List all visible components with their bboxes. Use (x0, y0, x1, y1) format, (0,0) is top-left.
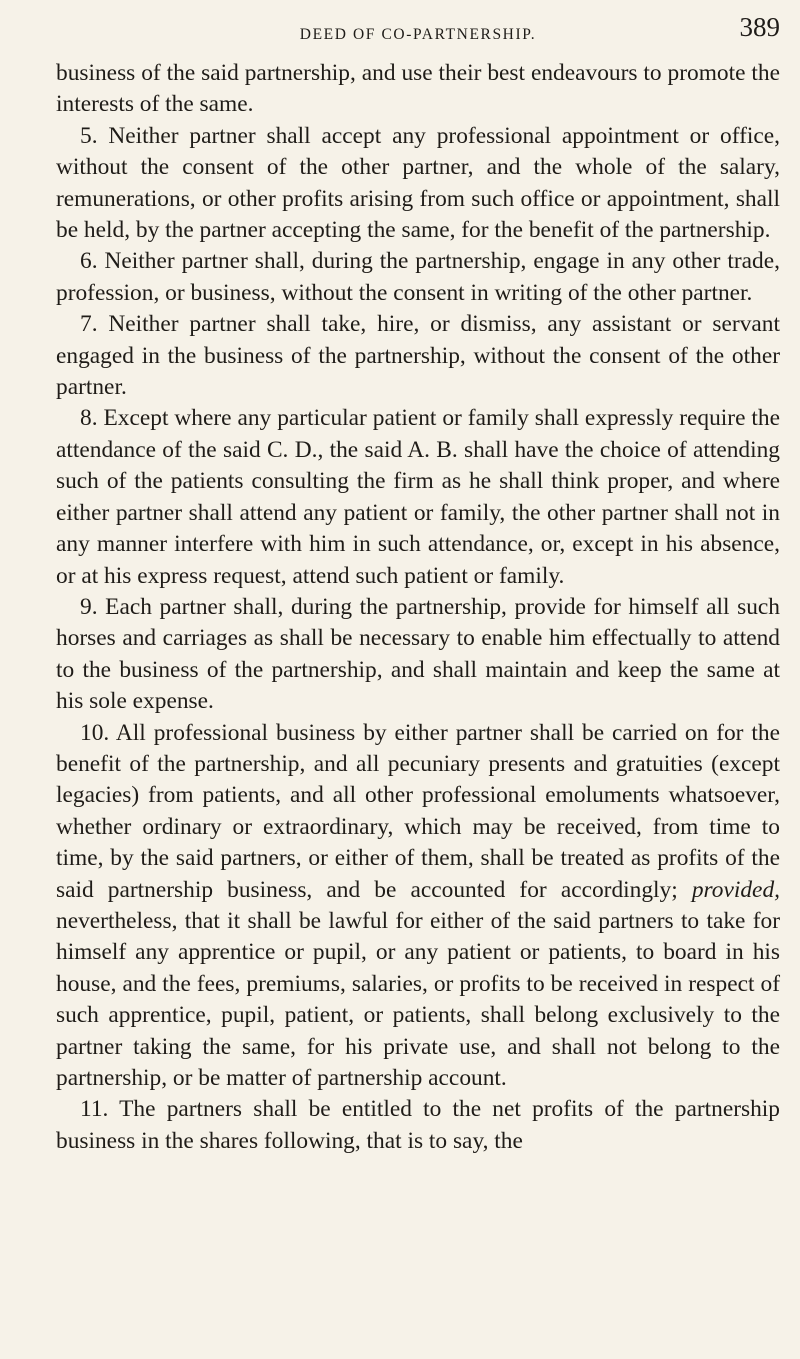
clause-number: 9. (80, 593, 98, 620)
clause-8 (56, 403, 780, 591)
clause-6 (56, 246, 780, 309)
clause-number: 11. (80, 1096, 109, 1123)
clause-text-before-proviso: All professional business by either partner shall be carried on for the benefit of the partnership, and all pecuniary presents and gratuities (except legacies) from patients, and all other professional emoluments whatsoever, whether ordinary or extraordinary, which may be received, from time to time, by the said partners, or either of them, shall be treated as profits of the said partnership business, and be accounted for accordingly; (56, 719, 780, 903)
continued-paragraph (56, 58, 780, 121)
clause-text-after-proviso: nevertheless, that it shall be lawful for either of the said partners to take for himself any apprentice or pupil, or any patient or patients, to board in his house, and the fees, premiums, salaries, or profits to be received in respect of such apprentice, pupil, patient, or patients, shall belong exclusively to the partner taking the same, for his private use, and shall not belong to the partnership, or be matter of partnership account. (56, 907, 780, 1091)
clause-9 (56, 592, 780, 718)
clause-number: 10. (80, 719, 110, 746)
clause-10 (56, 718, 780, 1095)
clause-11 (56, 1094, 780, 1157)
clause-text: Neither partner shall accept any professional appointment or office, without the consent of the other partner, and the whole of the salary, remunerations, or other profits arising from such office or appointment, shall be held, by the partner accepting the same, for the benefit of the partnership. (56, 122, 780, 244)
clause-text: The partners shall be entitled to the net profits of the partnership business in the shares following, that is to say, the (56, 1096, 780, 1154)
running-title: DEED OF CO-PARTNERSHIP. (299, 26, 537, 43)
clause-5 (56, 121, 780, 247)
running-head (56, 10, 780, 50)
clause-number: 5. (80, 122, 98, 149)
clause-text: Each partner shall, during the partnership, provide for himself all such horses and carriages as shall be necessary to enable him effectually to attend to the business of the partnership, and shall maintain and keep the same at his sole expense. (56, 593, 780, 715)
clause-number: 6. (80, 248, 98, 275)
clause-text: Neither partner shall, during the partnership, engage in any other trade, profession, or business, without the consent in writing of the other partner. (56, 248, 780, 306)
proviso-word: provided, (691, 876, 780, 903)
body-text (56, 58, 780, 1157)
clause-number: 7. (80, 311, 98, 338)
clause-7 (56, 309, 780, 403)
paragraph-text: business of the said partnership, and use their best endeavours to promote the interests of the same. (56, 60, 780, 118)
clause-text: Except where any particular patient or family shall expressly require the attendance of the said C. D., the said A. B. shall have the choice of attending such of the patients consulting the firm as he shall think proper, and where either partner shall attend any patient or family, the other partner shall not in any manner interfere with him in such attendance, or, except in his absence, or at his express request, attend such patient or family. (56, 405, 780, 589)
page-number: 389 (739, 12, 780, 42)
clause-number: 8. (80, 405, 98, 432)
clause-text: Neither partner shall take, hire, or dismiss, any assistant or servant engaged in the business of the partnership, without the consent of the other partner. (56, 311, 780, 401)
